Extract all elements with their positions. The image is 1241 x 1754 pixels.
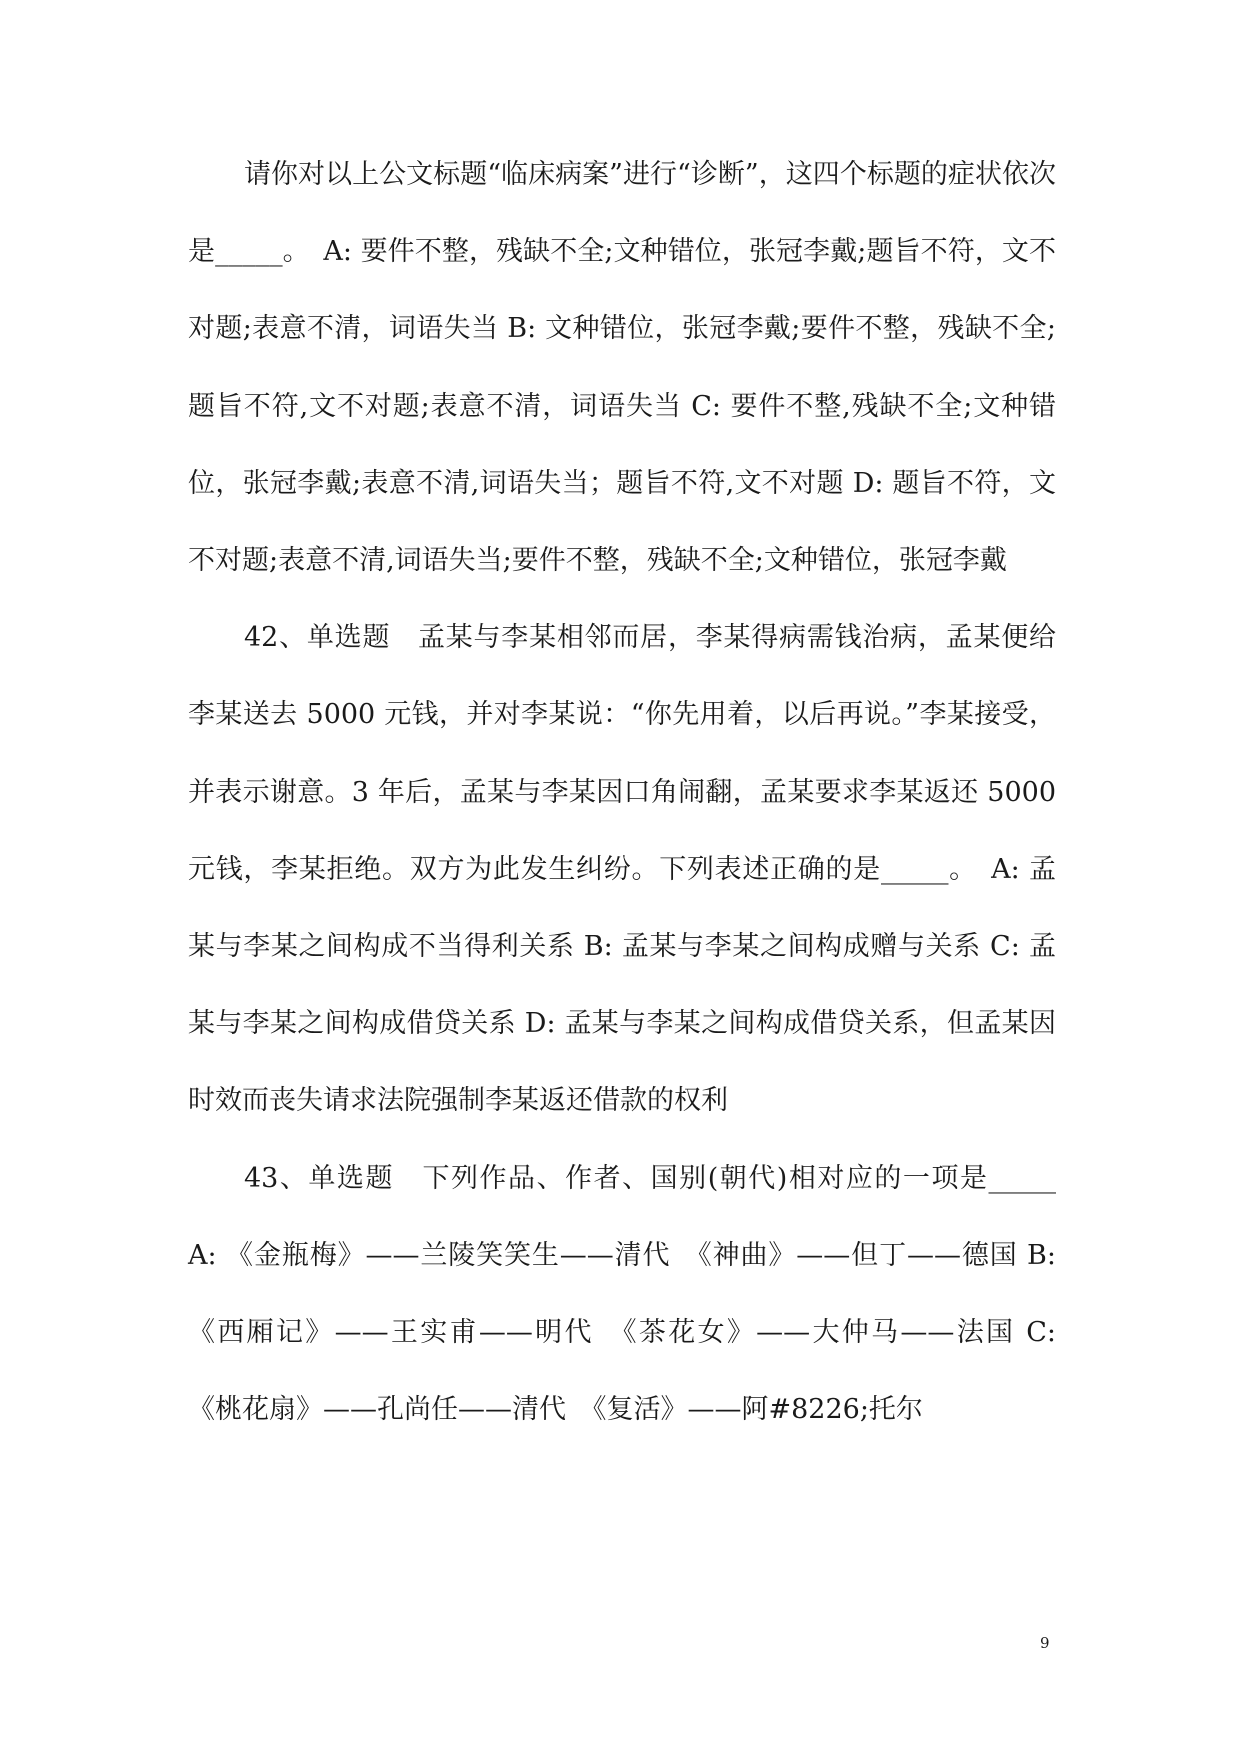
paragraph-question-41-options: 请你对以上公文标题“临床病案”进行“诊断”，这四个标题的症状依次是_____。 A: 要件不整，残缺不全;文种错位，张冠李戴;题旨不符，文不对题;表意不清，词语失当 B: 文种错位，张冠李戴;要件不整，残缺不全;题旨不符,文不对题;表意不清，词语失当 C: 要件不整,残缺不全;文种错位，张冠李戴;表意不清,词语失当；题旨不符,文不对题 D: 题旨不符，文不对题;表意不清,词语失当;要件不整，残缺不全;文种错位，张冠李戴 — [188, 159, 1056, 577]
page-number: 9 — [1040, 1634, 1050, 1652]
paragraph-question-42: 42、单选题 孟某与李某相邻而居，李某得病需钱治病，孟某便给李某送去 5000 元钱，并对李某说：“你先用着，以后再说。”李某接受，并表示谢意。3 年后，孟某与李某因口角闹翻，孟某要求李某返还 5000 元钱，李某拒绝。双方为此发生纠纷。下列表述正确的是_____。 A: 孟某与李某之间构成不当得利关系 B: 孟某与李某之间构成赠与关系 C: 孟某与李某之间构成借贷关系 D: 孟某与李某之间构成借贷关系，但孟某因时效而丧失请求法院强制李某返还借款的权利 — [188, 622, 1056, 1117]
document-body — [188, 136, 1083, 1448]
paragraph-question-43: 43、单选题 下列作品、作者、国别(朝代)相对应的一项是_____ A: 《金瓶梅》——兰陵笑笑生——清代 《神曲》——但丁——德国 B: 《西厢记》——王实甫——明代 《茶花女》——大仲马——法国 C: 《桃花扇》——孔尚任——清代 《复活》——阿#8226;托尔 — [188, 1162, 1083, 1426]
